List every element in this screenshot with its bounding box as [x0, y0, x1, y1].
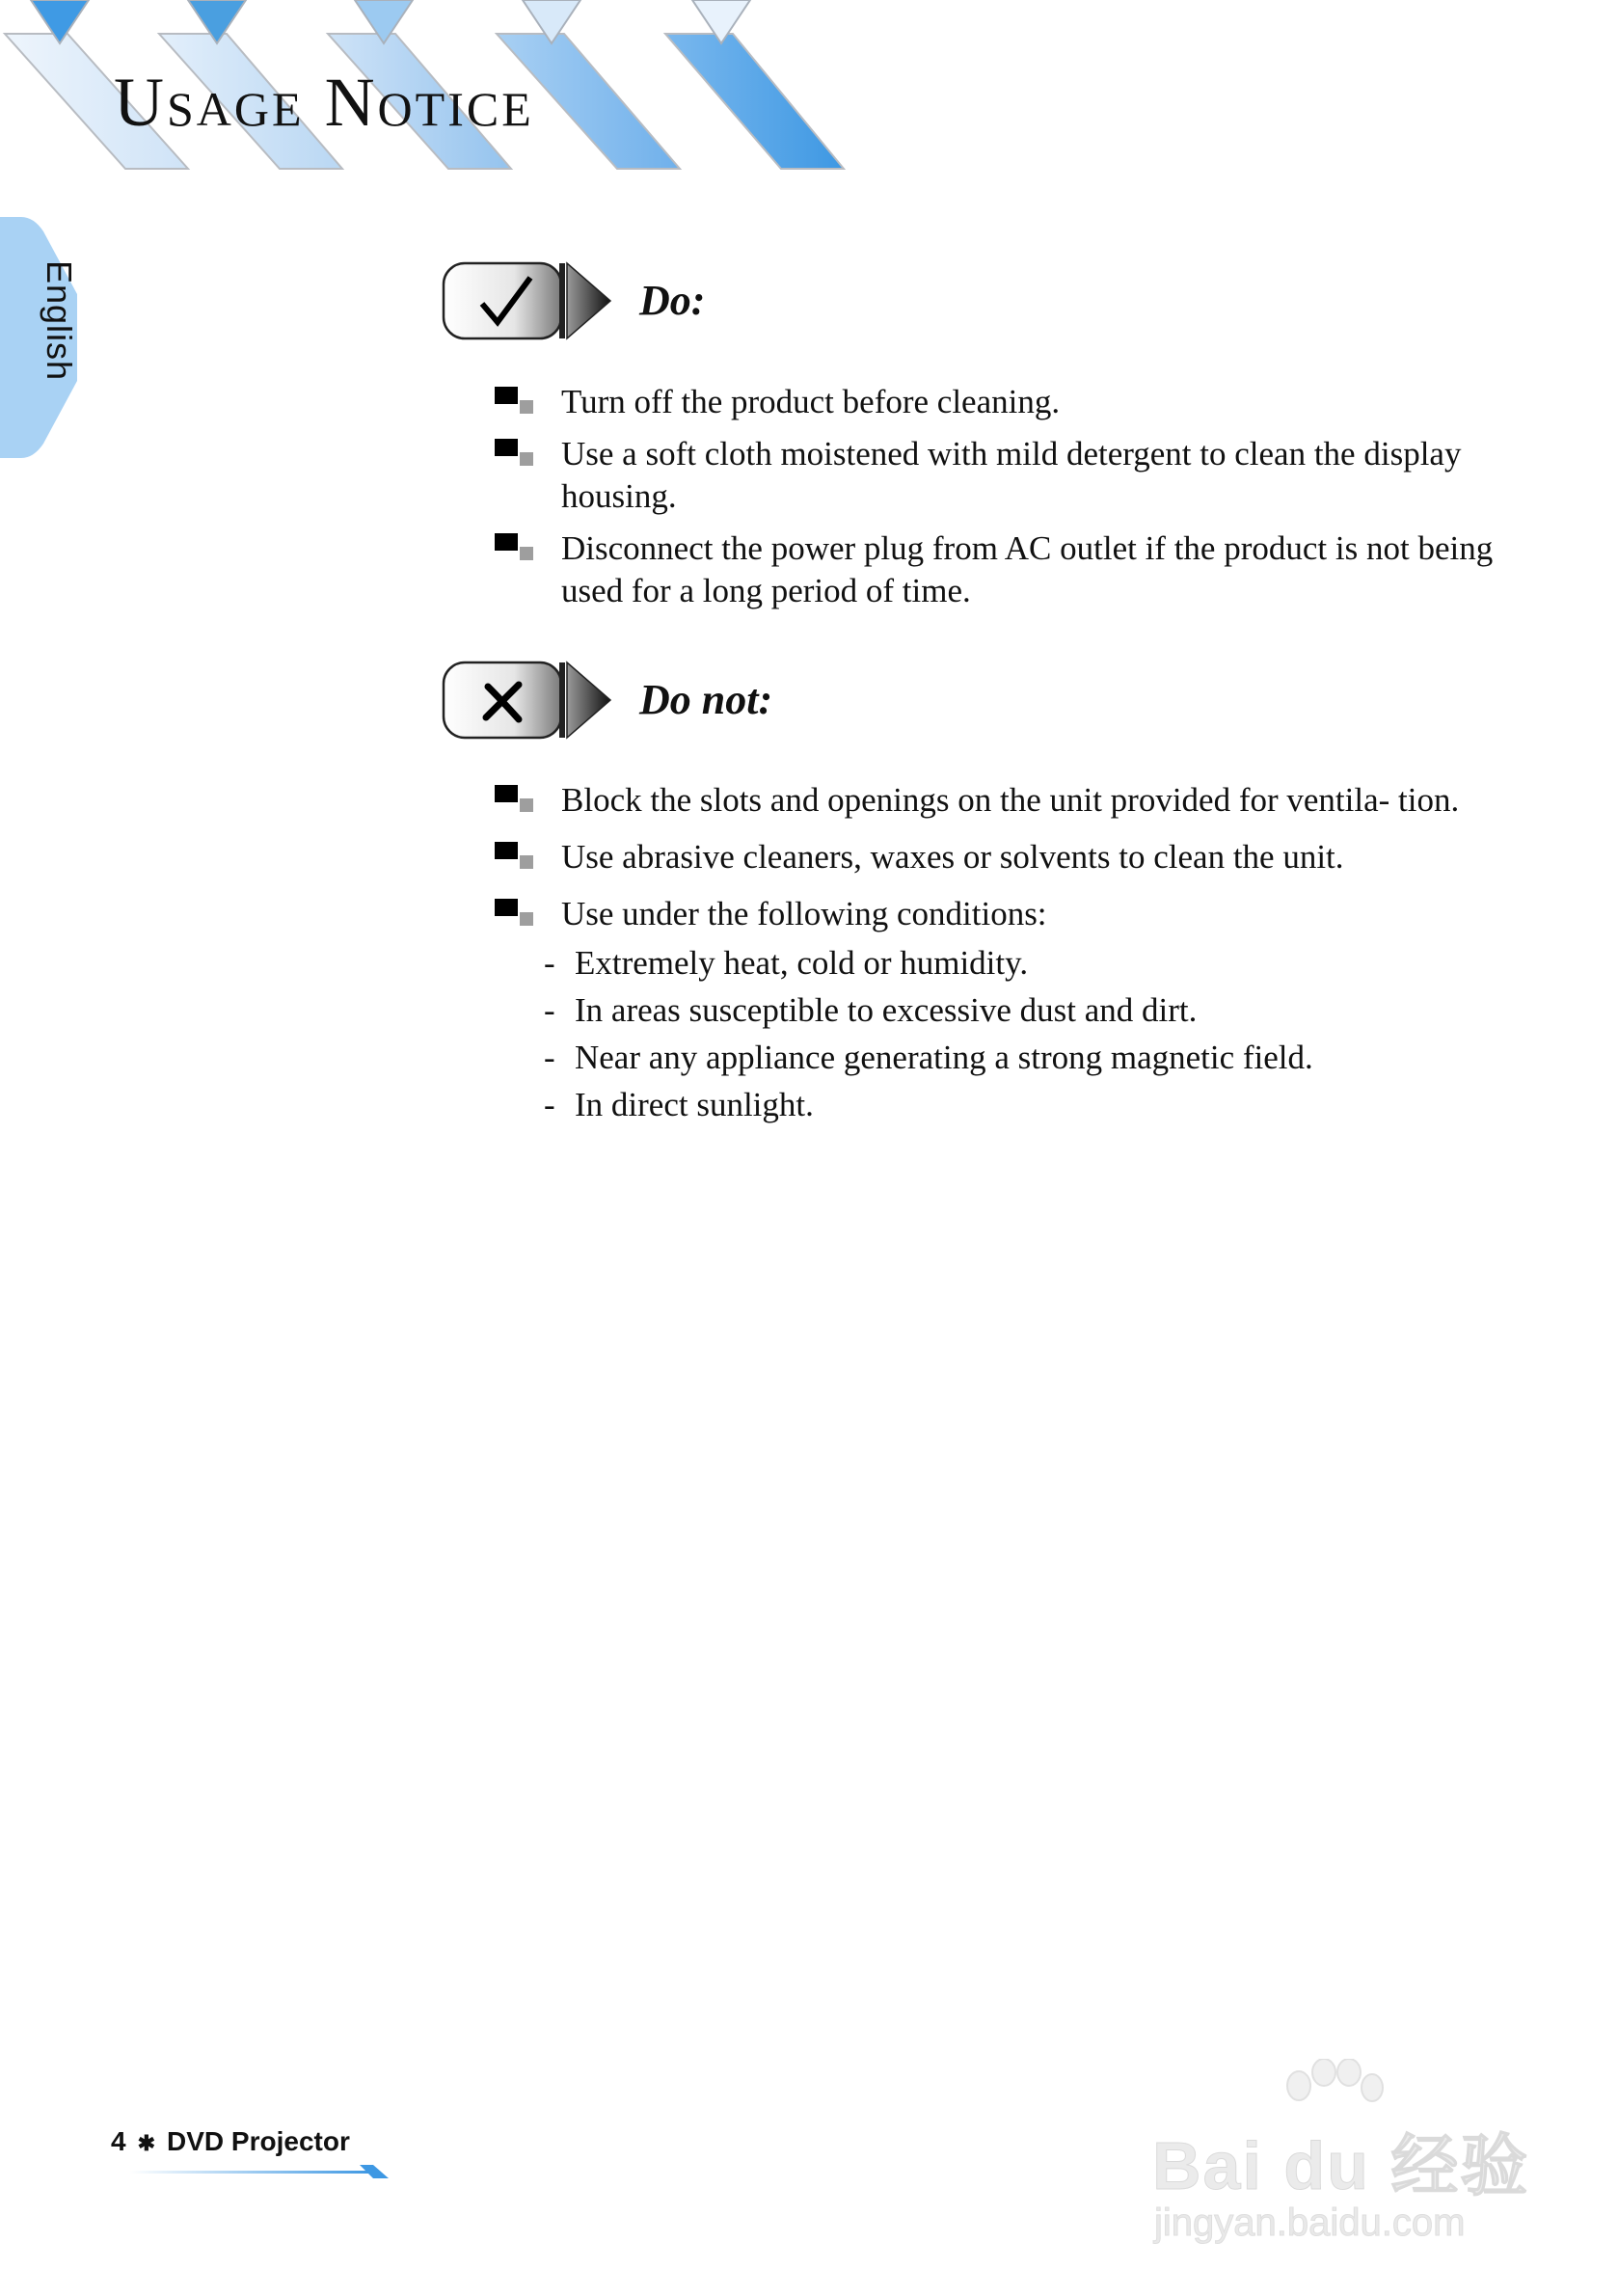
page-number: 4 — [111, 2126, 126, 2156]
checkmark-icon — [442, 260, 615, 347]
list-item: Turn off the product before cleaning. — [492, 381, 1543, 423]
condition-item: - Extremely heat, cold or humidity. — [544, 944, 1029, 982]
donot-list — [492, 779, 1543, 1128]
language-label: English — [40, 260, 79, 382]
footer-underline — [130, 2165, 391, 2180]
donot-heading: Do not: — [639, 676, 773, 723]
do-list — [492, 381, 1543, 612]
cross-icon — [442, 660, 615, 746]
square-bullet-icon — [492, 439, 530, 466]
square-bullet-icon — [492, 785, 530, 812]
conditions-list — [544, 939, 1543, 1128]
list-item: Use abrasive cleaners, waxes or solvents to clean the unit. — [492, 836, 1543, 878]
list-item: Block the slots and openings on the unit provided for ventila- tion. — [492, 779, 1543, 822]
page-title: Usage Notice — [114, 64, 534, 141]
square-bullet-icon — [492, 533, 530, 560]
footer-separator: ✱ — [137, 2131, 156, 2155]
condition-item: - In areas susceptible to excessive dust and dirt. — [544, 991, 1198, 1029]
square-bullet-icon — [492, 387, 530, 414]
condition-item: - Near any appliance generating a strong magnetic field. — [544, 1039, 1313, 1076]
square-bullet-icon — [492, 842, 530, 869]
list-item: Disconnect the power plug from AC outlet if the product is not being used for a long period of time. — [492, 527, 1543, 612]
product-name: DVD Projector — [167, 2126, 350, 2156]
donot-section-header — [442, 660, 924, 746]
list-item: Use a soft cloth moistened with mild detergent to clean the display housing. — [492, 433, 1543, 518]
list-item: Use under the following conditions: - Extremely heat, cold or humidity. - In areas susceptible to excessive dust and dirt. - Near any appliance generating a strong magnetic field. - In direct sunlight. — [492, 893, 1543, 1128]
watermark-url: jingyan.baidu.com — [1154, 2201, 1466, 2244]
do-section-header — [442, 260, 924, 347]
square-bullet-icon — [492, 899, 530, 926]
condition-item: - In direct sunlight. — [544, 1086, 814, 1123]
watermark-brand: Bai du 经验 — [1152, 2128, 1530, 2203]
page-footer — [111, 2126, 381, 2174]
do-heading: Do: — [639, 277, 706, 324]
baidu-watermark — [1133, 2059, 1548, 2266]
